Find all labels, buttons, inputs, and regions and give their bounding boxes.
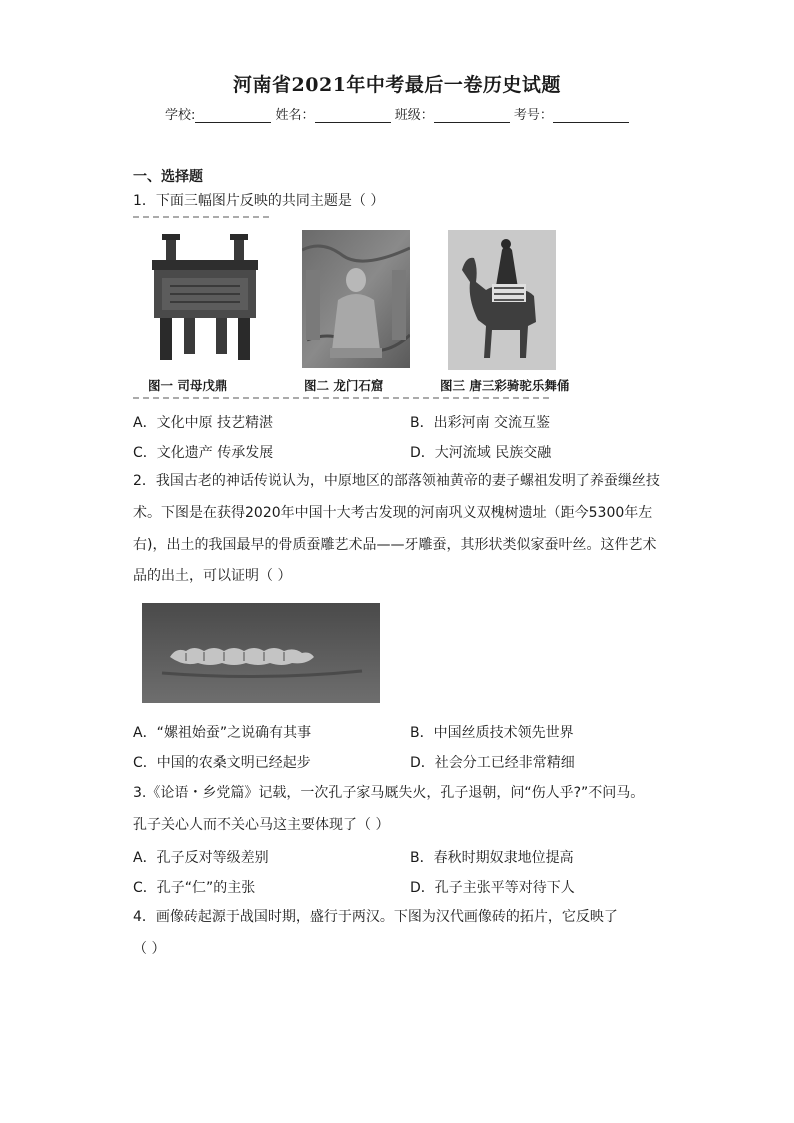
figure2-caption: 图二 龙门石窟 — [304, 378, 384, 393]
q2-option-b[interactable]: B．中国丝质技术领先世界 — [410, 725, 574, 741]
q1-option-b[interactable]: B．出彩河南 交流互鉴 — [410, 415, 551, 431]
q4-line1: 4．画像砖起源于战国时期，盛行于两汉。下图为汉代画像砖的拓片，它反映了 — [133, 909, 618, 925]
class-label: 班级： — [394, 108, 434, 123]
q2-line4: 品的出土，可以证明（ ） — [133, 568, 292, 584]
name-blank[interactable] — [315, 108, 391, 123]
id-label: 考号： — [513, 108, 553, 123]
q3-option-c[interactable]: C．孔子“仁”的主张 — [133, 880, 256, 896]
q1-option-a[interactable]: A．文化中原 技艺精湛 — [133, 415, 274, 431]
figure-longmen-grottoes — [302, 230, 410, 368]
q2-line2: 术。下图是在获得2020年中国十大考古发现的河南巩义双槐树遗址（距今5300年左 — [133, 505, 653, 521]
student-info-line — [165, 104, 629, 123]
q3-option-a[interactable]: A．孔子反对等级差别 — [133, 850, 269, 866]
q1-stem: 1．下面三幅图片反映的共同主题是（ ） — [133, 193, 385, 209]
q2-line3: 右)，出土的我国最早的骨质蚕雕艺术品——牙雕蚕，其形状类似家蚕叶丝。这件艺术 — [133, 537, 657, 553]
q2-option-a[interactable]: A．“嫘祖始蚕”之说确有其事 — [133, 725, 312, 741]
figure-ivory-silkworm — [142, 603, 380, 703]
figure1-caption: 图一 司母戊鼎 — [148, 378, 228, 393]
page-title: 河南省2021年中考最后一卷历史试题 — [233, 74, 561, 96]
figure-ding-vessel — [140, 228, 270, 368]
q2-option-c[interactable]: C．中国的农桑文明已经起步 — [133, 755, 311, 771]
id-blank[interactable] — [553, 108, 629, 123]
scan-artifact — [133, 397, 553, 399]
class-blank[interactable] — [434, 108, 510, 123]
q1-option-d[interactable]: D．大河流域 民族交融 — [410, 445, 552, 461]
q2-line1: 2．我国古老的神话传说认为，中原地区的部落领袖黄帝的妻子螺祖发明了养蚕缫丝技 — [133, 473, 660, 489]
school-blank[interactable] — [195, 108, 271, 123]
q4-line2: （ ） — [133, 941, 166, 957]
q3-option-d[interactable]: D．孔子主张平等对待下人 — [410, 880, 575, 896]
figure-tang-sancai-camel — [448, 230, 556, 370]
q2-option-d[interactable]: D．社会分工已经非常精细 — [410, 755, 575, 771]
q3-option-b[interactable]: B．春秋时期奴隶地位提高 — [410, 850, 574, 866]
q3-line1: 3.《论语・乡党篇》记载，一次孔子家马厩失火，孔子退朝，问“伤人乎?”不问马。 — [133, 785, 645, 801]
section-title: 一、选择题 — [133, 169, 203, 185]
school-label: 学校: — [165, 108, 196, 123]
figure3-caption: 图三 唐三彩骑驼乐舞俑 — [440, 378, 570, 393]
q1-option-c[interactable]: C．文化遗产 传承发展 — [133, 445, 274, 461]
name-label: 姓名： — [275, 108, 315, 123]
scan-artifact — [133, 216, 273, 218]
q3-line2: 孔子关心人而不关心马这主要体现了（ ） — [133, 817, 390, 833]
